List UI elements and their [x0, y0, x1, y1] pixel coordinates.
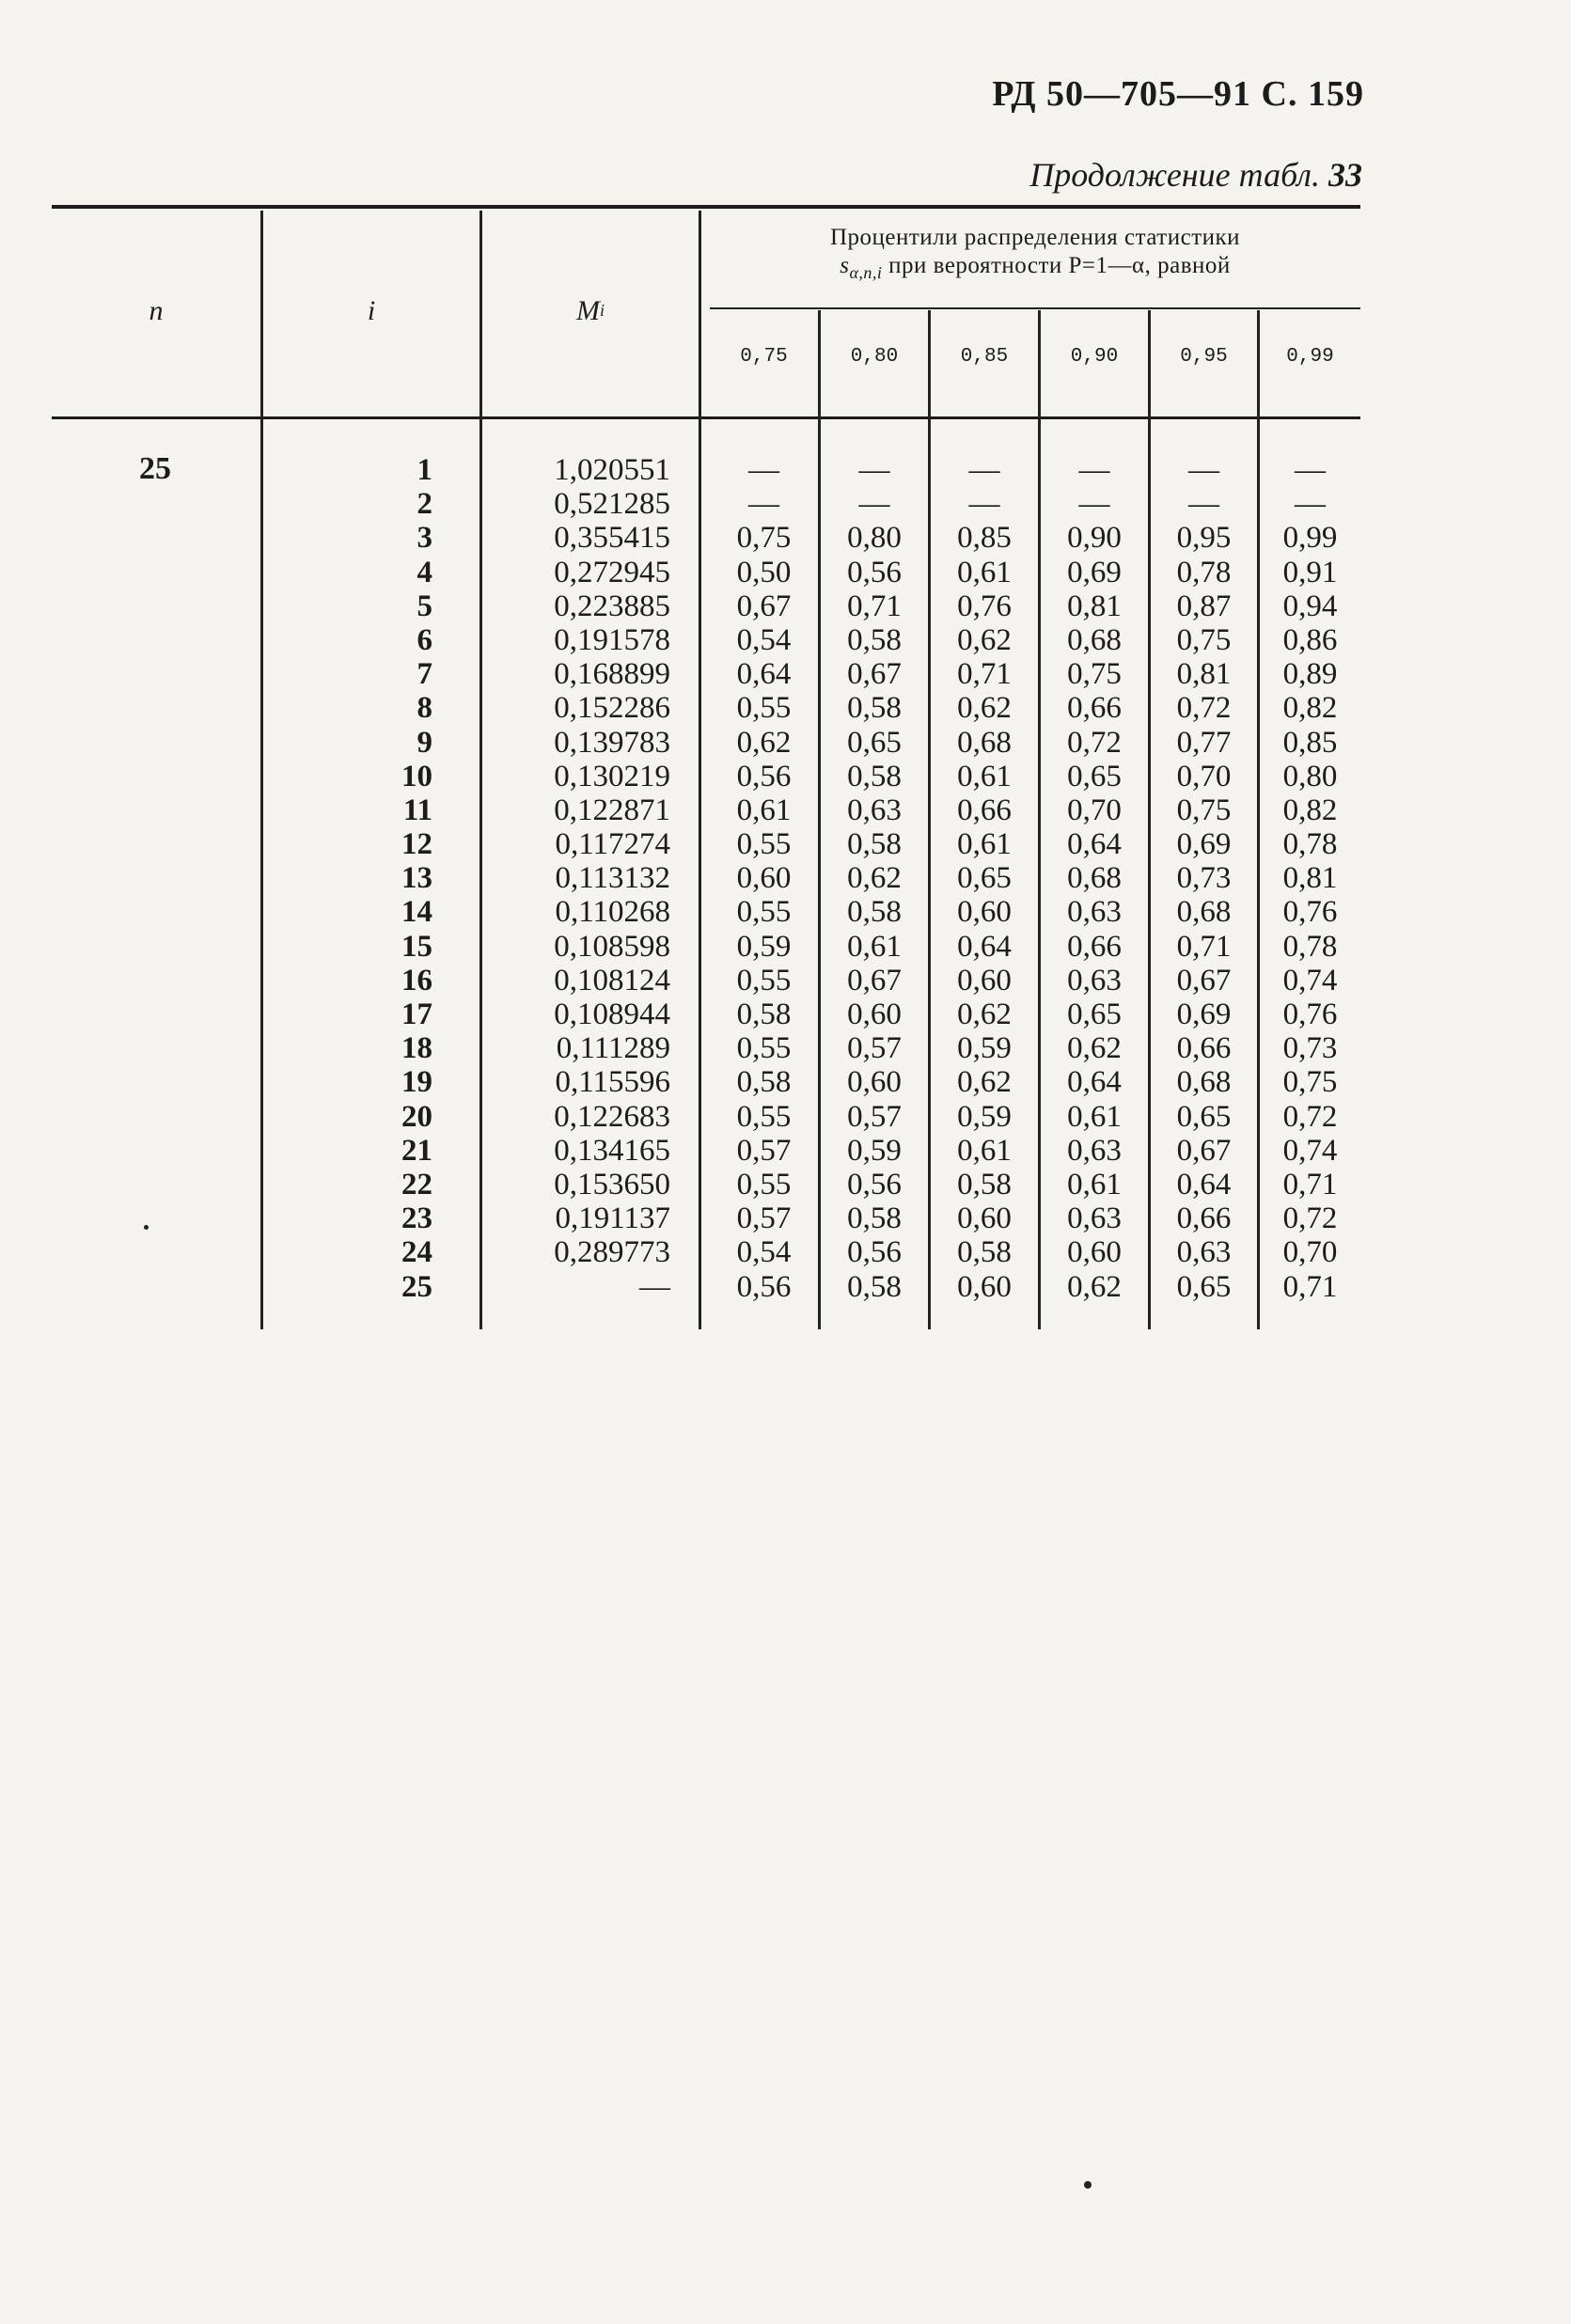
table-cell: 0,74 [1282, 1133, 1338, 1168]
table-cell: 0,60 [957, 963, 1012, 997]
table-cell: — [858, 453, 890, 487]
table-cell: 0,66 [1176, 1201, 1232, 1236]
column-i-values [263, 453, 432, 1304]
ink-speck [1084, 2181, 1092, 2189]
table-cell: 0,62 [847, 861, 902, 896]
table-cell: 0,56 [847, 555, 902, 589]
table-cell: 0,71 [847, 589, 902, 623]
table-cell: 0,64 [1067, 1065, 1122, 1100]
table-cell: 0,81 [1282, 861, 1338, 896]
table-cell: 0,91 [1282, 555, 1338, 589]
table-cell: 0,521285 [554, 487, 670, 522]
table-cell: 0,57 [736, 1201, 792, 1236]
table-cell: 0,66 [1176, 1031, 1232, 1066]
table-cell: — [1078, 487, 1110, 522]
table-cell: 0,61 [957, 759, 1012, 793]
probability-header: 0,80 [850, 346, 899, 368]
table-cell: 0,71 [1282, 1269, 1338, 1304]
table-cell: 16 [401, 963, 432, 997]
table-cell: — [1188, 487, 1219, 522]
table-cell: 0,70 [1067, 793, 1122, 827]
table-cell: 8 [416, 691, 432, 726]
table-cell: 6 [416, 622, 432, 657]
probability-header: 0,99 [1286, 346, 1334, 368]
column-p090-values [1041, 453, 1148, 1304]
table-cell: 0,66 [1067, 929, 1122, 964]
continuation-title [1029, 155, 1362, 195]
table-cell: 0,58 [957, 1167, 1012, 1201]
column-p080-values [821, 453, 928, 1304]
table-cell: 0,94 [1282, 589, 1338, 623]
group-header-line2-text: при вероятности P=1—α, равной [888, 253, 1231, 278]
group-header-line1: Процентили распределения статистики [829, 225, 1241, 250]
table-cell: 0,70 [1176, 759, 1232, 793]
table-cell: 7 [416, 657, 432, 692]
table-cell: — [1295, 487, 1326, 522]
table-cell: 0,76 [957, 589, 1012, 623]
table-cell: 0,64 [1067, 827, 1122, 862]
probability-header: 0,95 [1180, 346, 1228, 368]
continuation-label: Продолжение табл. [1029, 156, 1320, 194]
table-cell: 0,59 [957, 1031, 1012, 1066]
table-cell: 0,58 [847, 691, 902, 726]
table-cell: 0,55 [736, 895, 792, 930]
table-cell: 12 [401, 827, 432, 862]
table-cell: 0,72 [1176, 691, 1232, 726]
table-cell: 0,67 [1176, 963, 1232, 997]
table-cell: 0,56 [847, 1167, 902, 1201]
table-cell: 0,58 [847, 622, 902, 657]
table-cell: 0,72 [1282, 1201, 1338, 1236]
table-cell: 0,58 [736, 997, 792, 1031]
table-cell: 0,77 [1176, 725, 1232, 760]
table-cell: 0,69 [1176, 827, 1232, 862]
table-cell: 0,61 [1067, 1167, 1122, 1201]
page-header: РД 50—705—91 С. 159 [992, 74, 1364, 114]
table-cell: 0,54 [736, 622, 792, 657]
table-cell: 0,55 [736, 827, 792, 862]
column-p095-values [1151, 453, 1257, 1304]
table-cell: 0,65 [1176, 1099, 1232, 1134]
table-cell: 0,80 [847, 521, 902, 556]
table-cell: 0,63 [1067, 1201, 1122, 1236]
table-cell: 0,89 [1282, 657, 1338, 692]
table-cell: 0,60 [847, 1065, 902, 1100]
table-cell: 0,130219 [554, 759, 670, 793]
table-cell: 0,82 [1282, 691, 1338, 726]
table-cell: 0,63 [847, 793, 902, 827]
table-cell: — [639, 1269, 670, 1304]
group-header-line2 [710, 252, 1360, 287]
table-cell: 0,59 [957, 1099, 1012, 1134]
table-cell: 0,58 [847, 759, 902, 793]
table-cell: 0,223885 [554, 589, 670, 623]
table-cell: 0,60 [736, 861, 792, 896]
column-p075-values [710, 453, 818, 1304]
table-cell: 0,86 [1282, 622, 1338, 657]
table-cell: 0,76 [1282, 997, 1338, 1031]
table-cell: 13 [401, 861, 432, 896]
table-cell: 0,78 [1176, 555, 1232, 589]
column-group-header [710, 224, 1360, 287]
table-cell: 22 [401, 1167, 432, 1201]
table-cell: 0,59 [847, 1133, 902, 1168]
table-cell: 0,85 [1282, 725, 1338, 760]
table-cell: 0,111289 [556, 1031, 670, 1066]
table-cell: 0,108124 [554, 963, 670, 997]
table-cell: 0,115596 [555, 1065, 670, 1100]
table-cell: 0,61 [957, 827, 1012, 862]
table-cell: 0,355415 [554, 521, 670, 556]
table-cell: 0,62 [957, 691, 1012, 726]
table-cell: 14 [401, 895, 432, 930]
col-divider [699, 211, 701, 1329]
table-cell: 0,75 [1067, 657, 1122, 692]
table-cell: 0,99 [1282, 521, 1338, 556]
table-cell: 0,62 [1067, 1031, 1122, 1066]
table-cell: 0,60 [957, 1201, 1012, 1236]
table-cell: 0,58 [847, 1201, 902, 1236]
table-cell: 0,95 [1176, 521, 1232, 556]
table-cell: — [858, 487, 890, 522]
table-cell: 0,55 [736, 691, 792, 726]
table-cell: 18 [401, 1031, 432, 1066]
table-cell: 0,65 [957, 861, 1012, 896]
table-cell: 0,56 [736, 759, 792, 793]
table-cell: 0,85 [957, 521, 1012, 556]
table-cell: 0,61 [847, 929, 902, 964]
table-cell: 5 [416, 589, 432, 623]
table-cell: 0,191578 [554, 622, 670, 657]
table-cell: 24 [401, 1235, 432, 1270]
table-cell: 0,63 [1067, 895, 1122, 930]
table-cell: 19 [401, 1065, 432, 1100]
table-cell: 0,69 [1067, 555, 1122, 589]
table-cell: 0,68 [957, 725, 1012, 760]
ink-speck [144, 1225, 149, 1230]
table-cell: 0,110268 [555, 895, 670, 930]
table-cell: 0,62 [957, 997, 1012, 1031]
table-cell: 0,71 [1176, 929, 1232, 964]
table-cell: — [1078, 453, 1110, 487]
table-cell: 20 [401, 1099, 432, 1134]
n-value: 25 [139, 451, 171, 486]
table-cell: 0,65 [1067, 759, 1122, 793]
column-p085-values [931, 453, 1038, 1304]
table-cell: 0,62 [1067, 1269, 1122, 1304]
table-cell: 0,60 [847, 997, 902, 1031]
group-header-rule [710, 307, 1360, 309]
table-cell: 3 [416, 521, 432, 556]
table-cell: 0,55 [736, 1031, 792, 1066]
table-cell: — [968, 453, 1000, 487]
stat-subscript: α,n,i [849, 263, 883, 282]
stat-symbol: s [840, 253, 850, 278]
table-cell: 23 [401, 1201, 432, 1236]
table-cell: 0,73 [1176, 861, 1232, 896]
table-cell: 0,73 [1282, 1031, 1338, 1066]
table-cell: 0,69 [1176, 997, 1232, 1031]
column-p099-values [1260, 453, 1360, 1304]
table-cell: 0,60 [1067, 1235, 1122, 1270]
table-cell: 0,72 [1067, 725, 1122, 760]
table-cell: 0,62 [957, 1065, 1012, 1100]
table-cell: 0,58 [736, 1065, 792, 1100]
probability-header: 0,85 [960, 346, 1009, 368]
table-cell: 0,64 [736, 657, 792, 692]
table-cell: 0,61 [957, 1133, 1012, 1168]
table-cell: 9 [416, 725, 432, 760]
table-cell: 0,108598 [554, 929, 670, 964]
table-cell: 0,68 [1176, 1065, 1232, 1100]
table-cell: 0,82 [1282, 793, 1338, 827]
table-cell: — [748, 487, 779, 522]
table-cell: 0,61 [1067, 1099, 1122, 1134]
table-cell: 0,58 [957, 1235, 1012, 1270]
table-cell: 0,67 [1176, 1133, 1232, 1168]
table-cell: 0,58 [847, 1269, 902, 1304]
table-cell: 0,122871 [554, 793, 670, 827]
table-cell: 0,61 [957, 555, 1012, 589]
m-symbol: M [575, 294, 600, 326]
table-cell: 0,68 [1067, 861, 1122, 896]
table-cell: 0,55 [736, 1099, 792, 1134]
table-cell: 0,289773 [554, 1235, 670, 1270]
table-cell: 0,67 [736, 589, 792, 623]
table-cell: 0,56 [736, 1269, 792, 1304]
table-cell: 0,68 [1067, 622, 1122, 657]
table-cell: — [1188, 453, 1219, 487]
table-cell: 15 [401, 929, 432, 964]
table-cell: 0,50 [736, 555, 792, 589]
table-cell: 0,70 [1282, 1235, 1338, 1270]
table-cell: 0,65 [1067, 997, 1122, 1031]
table-cell: — [748, 453, 779, 487]
table-cell: 0,63 [1067, 1133, 1122, 1168]
table-cell: 0,80 [1282, 759, 1338, 793]
table-cell: 0,74 [1282, 963, 1338, 997]
table-cell: 0,75 [1282, 1065, 1338, 1100]
table-cell: 0,61 [736, 793, 792, 827]
table-cell: 0,66 [1067, 691, 1122, 726]
header-bottom-rule [52, 416, 1360, 419]
table-cell: 21 [401, 1133, 432, 1168]
table-cell: 0,58 [847, 895, 902, 930]
table-cell: — [968, 487, 1000, 522]
column-header-n: n [149, 294, 164, 326]
table-cell: 0,108944 [554, 997, 670, 1031]
table-cell: 0,67 [847, 963, 902, 997]
table-cell: 0,71 [957, 657, 1012, 692]
m-subscript: i [599, 301, 605, 320]
table-cell: 0,272945 [554, 555, 670, 589]
table-cell: 0,62 [736, 725, 792, 760]
table-cell: 0,63 [1176, 1235, 1232, 1270]
table-cell: 0,68 [1176, 895, 1232, 930]
table-cell: 0,72 [1282, 1099, 1338, 1134]
table-cell: 0,78 [1282, 929, 1338, 964]
table-cell: — [1295, 453, 1326, 487]
table-cell: 0,55 [736, 963, 792, 997]
table-cell: 4 [416, 555, 432, 589]
table-cell: 0,66 [957, 793, 1012, 827]
table-cell: 0,153650 [554, 1167, 670, 1201]
table-cell: 0,62 [957, 622, 1012, 657]
table-cell: 2 [416, 487, 432, 522]
table-cell: 0,139783 [554, 725, 670, 760]
table-cell: 0,59 [736, 929, 792, 964]
column-header-m [482, 205, 699, 416]
table-cell: 1,020551 [554, 453, 670, 487]
table-cell: 0,117274 [555, 827, 670, 862]
table-cell: 0,75 [1176, 793, 1232, 827]
table-cell: 0,57 [736, 1133, 792, 1168]
table-cell: 0,57 [847, 1031, 902, 1066]
table-cell: 0,76 [1282, 895, 1338, 930]
table-cell: 0,87 [1176, 589, 1232, 623]
table-cell: 0,63 [1067, 963, 1122, 997]
table-cell: 10 [401, 759, 432, 793]
table-cell: 0,134165 [554, 1133, 670, 1168]
table-cell: 0,60 [957, 1269, 1012, 1304]
table-cell: 0,168899 [554, 657, 670, 692]
table-cell: 0,81 [1067, 589, 1122, 623]
table-cell: 0,67 [847, 657, 902, 692]
table-cell: 0,55 [736, 1167, 792, 1201]
table-cell: 0,54 [736, 1235, 792, 1270]
table-cell: 0,152286 [554, 691, 670, 726]
table-cell: 0,56 [847, 1235, 902, 1270]
probability-header: 0,75 [740, 346, 788, 368]
table-cell: 0,75 [1176, 622, 1232, 657]
table-cell: 0,191137 [555, 1201, 670, 1236]
table-cell: 0,60 [957, 895, 1012, 930]
column-header-i: i [367, 294, 376, 326]
table-cell: 25 [401, 1269, 432, 1304]
table-cell: 0,57 [847, 1099, 902, 1134]
table-cell: 0,64 [957, 929, 1012, 964]
table-number: 33 [1328, 156, 1362, 194]
probability-header: 0,90 [1070, 346, 1119, 368]
table-cell: 0,122683 [554, 1099, 670, 1134]
table-cell: 0,75 [736, 521, 792, 556]
table-cell: 0,90 [1067, 521, 1122, 556]
table-cell: 11 [402, 793, 432, 827]
table-cell: 17 [401, 997, 432, 1031]
table-cell: 0,78 [1282, 827, 1338, 862]
table-cell: 0,58 [847, 827, 902, 862]
table-cell: 0,64 [1176, 1167, 1232, 1201]
column-m-values [482, 453, 670, 1304]
table-cell: 0,113132 [555, 861, 670, 896]
table-cell: 1 [416, 453, 432, 487]
table-cell: 0,65 [1176, 1269, 1232, 1304]
table-cell: 0,65 [847, 725, 902, 760]
table-cell: 0,81 [1176, 657, 1232, 692]
table-cell: 0,71 [1282, 1167, 1338, 1201]
